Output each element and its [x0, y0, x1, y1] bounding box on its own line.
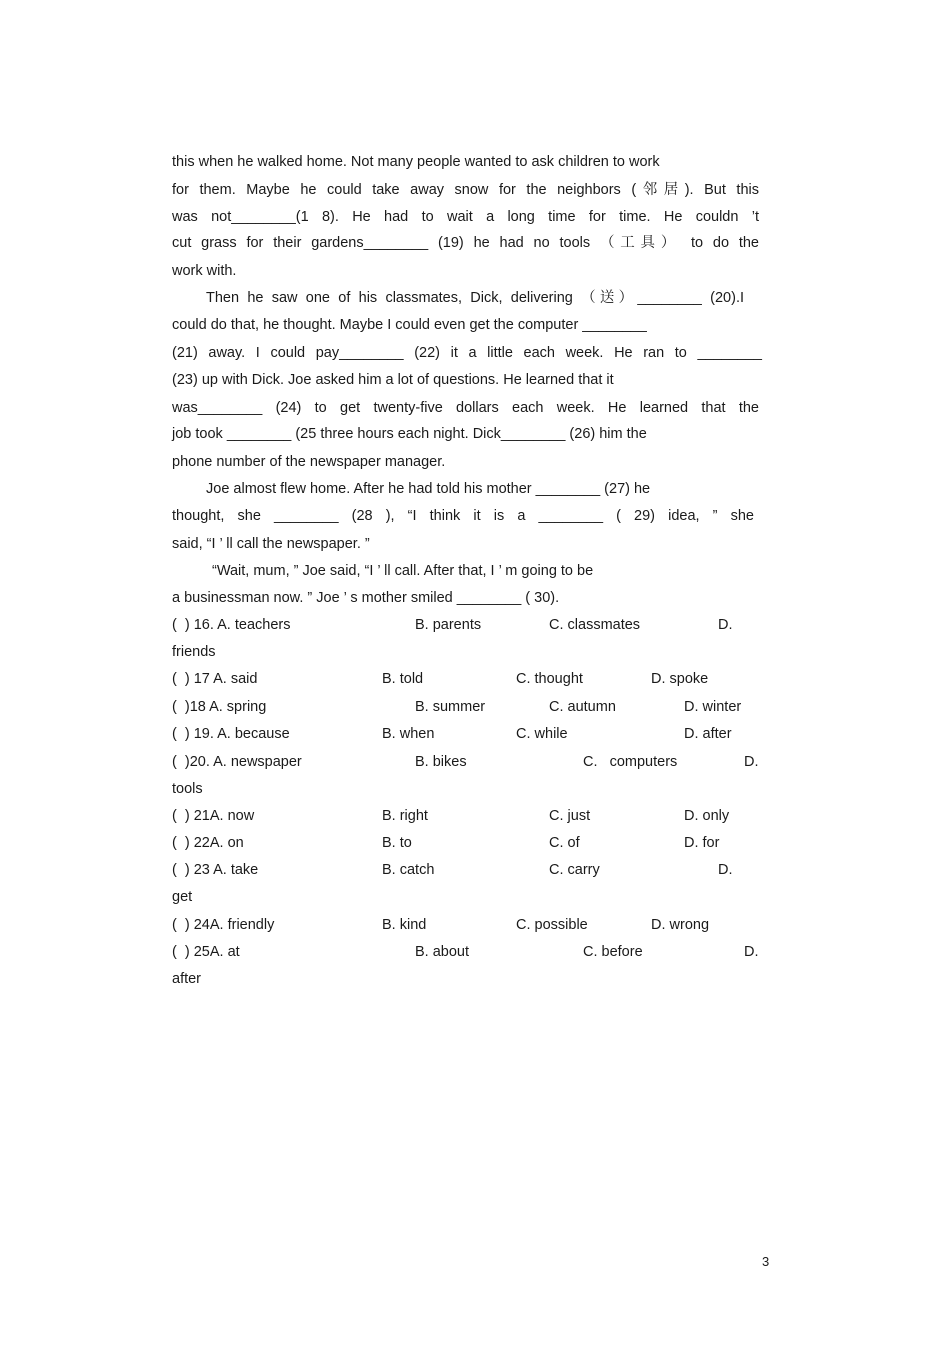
option-b: B. when — [382, 726, 435, 742]
option-c: C. just — [549, 808, 591, 824]
option-d-wrap: after — [172, 971, 202, 987]
option-d-wrap: friends — [172, 644, 216, 660]
option-d: D. after — [684, 726, 732, 742]
option-b: B. summer — [415, 699, 486, 715]
option-c: C. of — [549, 835, 580, 851]
option-c: C. before — [583, 944, 643, 960]
option-d: D. spoke — [651, 671, 709, 687]
question-19: ( ) 19. A. because — [172, 726, 290, 742]
option-c: C. carry — [549, 862, 600, 878]
passage-line: a businessman now. ” Joe ’ s mother smiled ________ ( 30). — [172, 590, 560, 606]
passage-line: this when he walked home. Not many people wanted to ask children to work — [172, 154, 660, 170]
option-b: B. right — [382, 808, 428, 824]
question-24: ( ) 24A. friendly — [172, 917, 275, 933]
option-d-wrap: tools — [172, 781, 203, 797]
question-20: ( )20. A. newspaper — [172, 754, 302, 770]
passage-line: was not________(1 8). He had to wait a long time for time. He couldn ’t — [172, 209, 759, 225]
option-b: B. told — [382, 671, 424, 687]
option-d: D. wrong — [651, 917, 710, 933]
option-b: B. about — [415, 944, 470, 960]
passage-line: for them. Maybe he could take away snow for the neighbors (邻居). But this — [172, 182, 759, 198]
option-b: B. to — [382, 835, 412, 851]
option-d: D. — [718, 862, 733, 878]
option-d: D. winter — [684, 699, 742, 715]
option-d: D. for — [684, 835, 720, 851]
option-d: D. — [744, 754, 759, 770]
option-d: D. only — [684, 808, 730, 824]
option-c: C. autumn — [549, 699, 616, 715]
option-b: B. parents — [415, 617, 482, 633]
question-23: ( ) 23 A. take — [172, 862, 259, 878]
page-number: 3 — [762, 1254, 770, 1269]
option-c: C. possible — [516, 917, 588, 933]
option-c: C. computers — [583, 754, 678, 770]
passage-line: Then he saw one of his classmates, Dick, delivering （送）________ (20).I — [206, 290, 744, 306]
question-17: ( ) 17 A. said — [172, 671, 258, 687]
question-16: ( ) 16. A. teachers — [172, 617, 291, 633]
question-25: ( ) 25A. at — [172, 944, 240, 960]
passage-line: job took ________ (25 three hours each night. Dick________ (26) him the — [172, 426, 647, 442]
option-d-wrap: get — [172, 889, 193, 905]
question-21: ( ) 21A. now — [172, 808, 255, 824]
passage-line: “Wait, mum, ” Joe said, “I ’ ll call. After that, I ’ m going to be — [212, 563, 594, 579]
question-22: ( ) 22A. on — [172, 835, 244, 851]
option-d: D. — [718, 617, 733, 633]
option-c: C. classmates — [549, 617, 641, 633]
option-c: C. thought — [516, 671, 583, 687]
passage-line: phone number of the newspaper manager. — [172, 454, 446, 470]
passage-line: said, “I ’ ll call the newspaper. ” — [172, 536, 370, 552]
passage-line: work with. — [172, 263, 237, 279]
passage-line: thought, she ________ (28 ), “I think it is a ________ ( 29) idea, ” she — [172, 508, 754, 524]
option-b: B. kind — [382, 917, 427, 933]
passage-line: (23) up with Dick. Joe asked him a lot of questions. He learned that it — [172, 372, 614, 388]
option-d: D. — [744, 944, 759, 960]
question-18: ( )18 A. spring — [172, 699, 267, 715]
option-c: C. while — [516, 726, 568, 742]
option-b: B. catch — [382, 862, 435, 878]
passage-line: (21) away. I could pay________ (22) it a little each week. He ran to ________ — [172, 345, 762, 361]
option-b: B. bikes — [415, 754, 467, 770]
passage-line: could do that, he thought. Maybe I could even get the computer ________ — [172, 317, 647, 333]
passage-line: cut grass for their gardens________ (19) he had no tools （工具） to do the — [172, 235, 759, 251]
passage-line: was________ (24) to get twenty-five dollars each week. He learned that the — [172, 400, 759, 416]
passage-line: Joe almost flew home. After he had told his mother ________ (27) he — [206, 481, 651, 497]
